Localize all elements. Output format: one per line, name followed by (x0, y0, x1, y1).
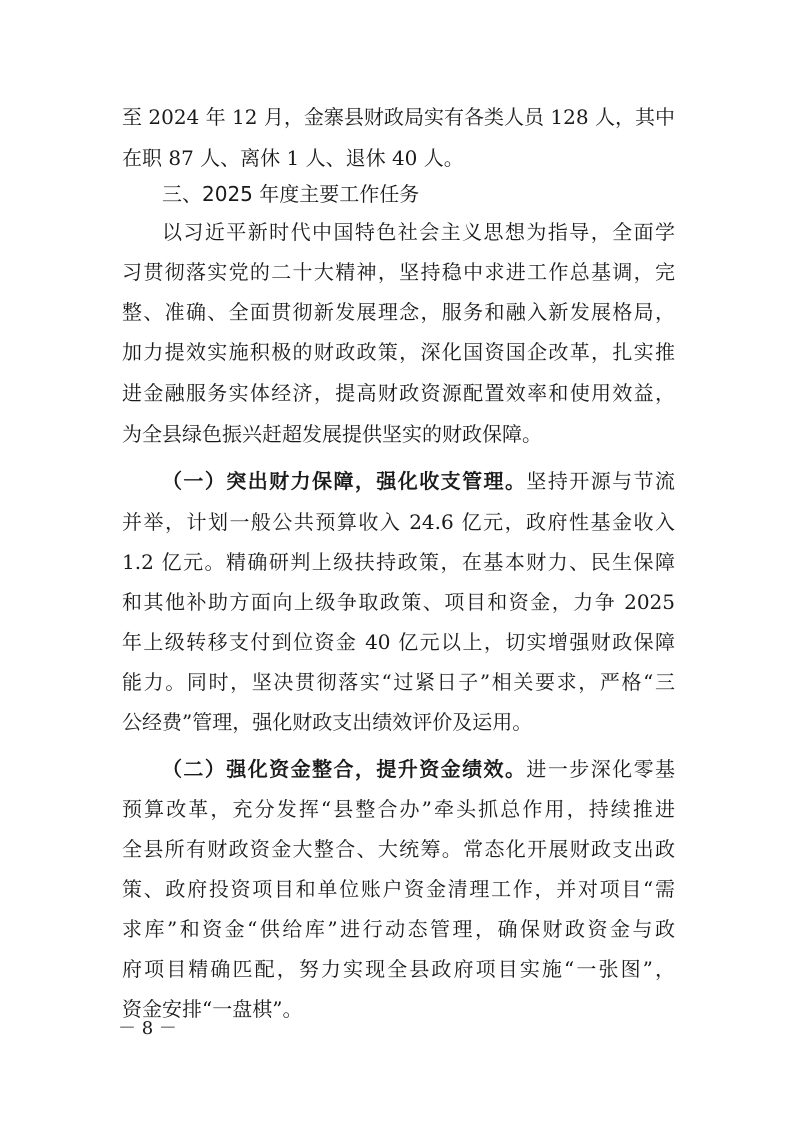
text-line-22: 府项目精确匹配，努力实现全县政府项目实施“一张图”， (122, 957, 675, 981)
text-line-20: 策、政府投资项目和单位账户资金清理工作，并对项目“需 (122, 877, 675, 901)
text-line-12: 1.2 亿元。精确研判上级扶持政策，在基本财力、民生保障 (122, 550, 675, 574)
page-number: － 8 － (118, 1018, 177, 1039)
text-line-18: 预算改革，充分发挥“县整合办”牵头抓总作用，持续推进 (122, 797, 675, 821)
subsection-2-heading: （二）强化资金整合，提升资金绩效。 (162, 757, 527, 781)
subsection-1-heading: （一）突出财力保障，强化收支管理。 (162, 469, 527, 493)
text-line-6: 整、准确、全面贯彻新发展理念，服务和融入新发展格局， (122, 300, 675, 324)
text-line-1: 至 2024 年 12 月，金寨县财政局实有各类人员 128 人，其中 (122, 105, 675, 129)
subsection-1-line (162, 465, 675, 497)
text-line-19: 全县所有财政资金大整合、大统筹。常态化开展财政支出政 (122, 837, 675, 861)
text-line-2: 在职 87 人、离休 1 人、退休 40 人。 (122, 146, 464, 170)
text-line-14: 年上级转移支付到位资金 40 亿元以上，切实增强财政保障 (122, 630, 675, 654)
text-line-13: 和其他补助方面向上级争取政策、项目和资金，力争 2025 (122, 590, 675, 614)
subsection-1-text: 坚持开源与节流 (526, 469, 675, 493)
text-line-11: 并举，计划一般公共预算收入 24.6 亿元，政府性基金收入 (122, 510, 675, 534)
text-line-23: 资金安排“一盘棋”。 (122, 997, 303, 1021)
text-line-9: 为全县绿色振兴赶超发展提供坚实的财政保障。 (122, 422, 542, 446)
subsection-2-line (162, 753, 675, 785)
text-line-5: 习贯彻落实党的二十大精神，坚持稳中求进工作总基调，完 (122, 260, 675, 284)
text-line-4: 以习近平新时代中国特色社会主义思想为指导，全面学 (162, 220, 675, 244)
text-line-21: 求库”和资金“供给库”进行动态管理，确保财政资金与政 (122, 917, 675, 941)
subsection-2-text: 进一步深化零基 (526, 757, 675, 781)
text-line-8: 进金融服务实体经济，提高财政资源配置效率和使用效益， (122, 381, 675, 405)
text-line-15: 能力。同时，坚决贯彻落实“过紧日子”相关要求，严格“三 (122, 670, 675, 694)
text-line-7: 加力提效实施积极的财政政策，深化国资国企改革，扎实推 (122, 340, 675, 364)
section-heading: 三、2025 年度主要工作任务 (162, 182, 420, 206)
text-line-16: 公经费”管理，强化财政支出绩效评价及运用。 (122, 710, 533, 734)
